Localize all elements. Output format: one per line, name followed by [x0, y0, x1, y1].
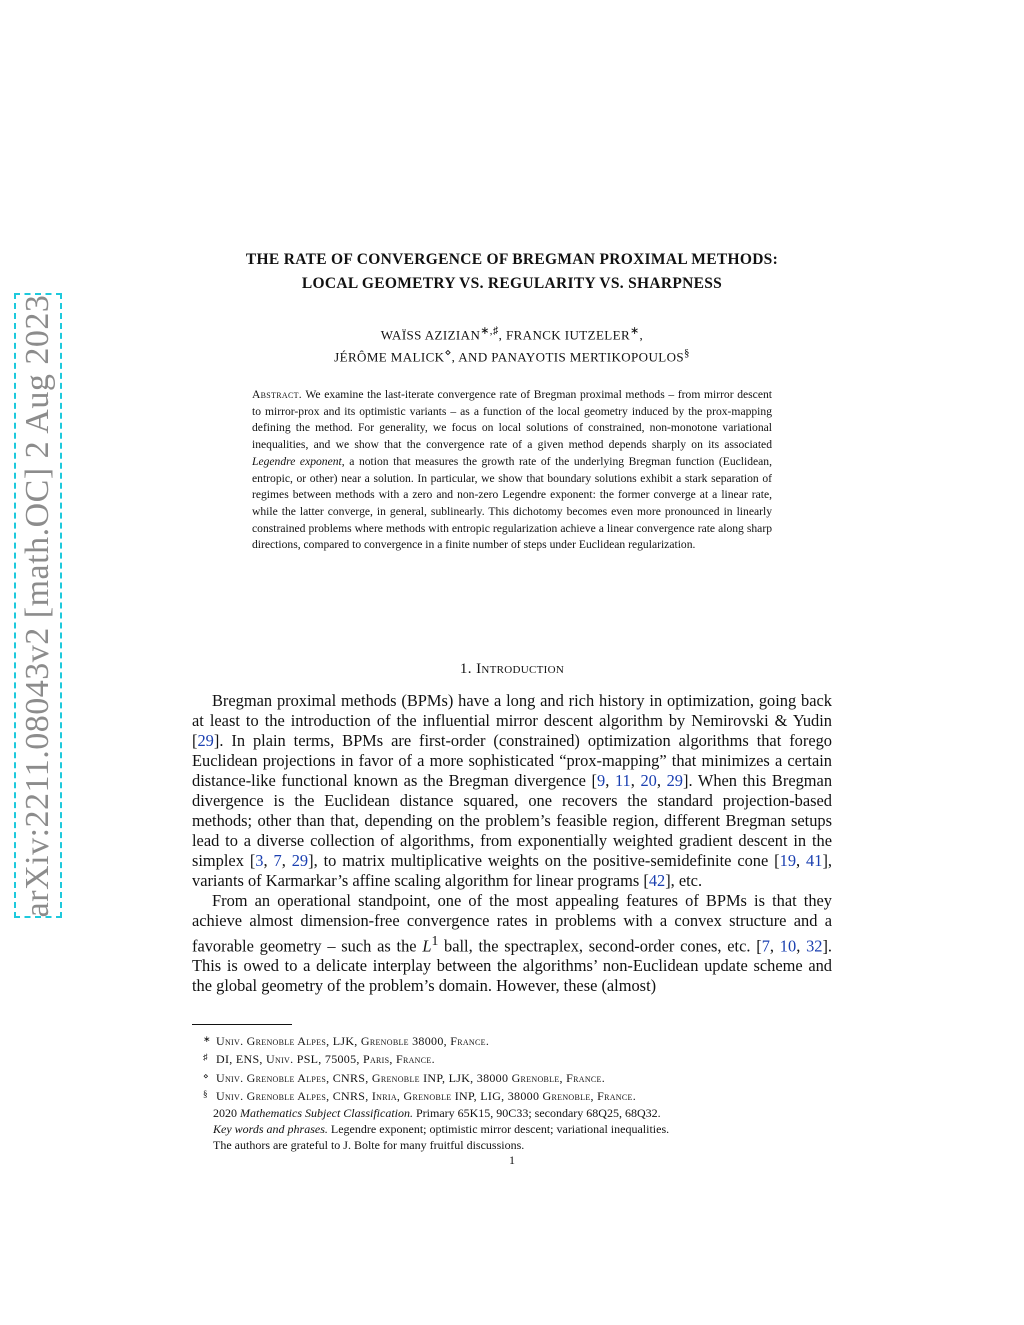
author-affiliation-marks: ∗ — [630, 325, 640, 337]
author-list — [150, 322, 874, 367]
abstract-text: We examine the last-iterate convergence rate of Bregman proximal methods – from mirror descent to mirror-prox and its optimistic variants – as a function of the local geometry induced by the prox-mapping defining the method. For generality, we focus on local solutions of constrained, non-monotone variational inequalities, and we show that the convergence rate of a given method depends sharply on its associated — [252, 388, 772, 452]
math-superscript: 1 — [431, 933, 439, 948]
citation-link[interactable]: 32 — [806, 936, 823, 956]
footnote-affiliation — [203, 1031, 833, 1049]
keywords-label: Key words and phrases. — [213, 1122, 328, 1137]
author-affiliation-marks: ∗,♯ — [480, 325, 499, 337]
footnote-affiliation — [203, 1049, 833, 1067]
author-affiliation-marks: ⋄ — [444, 347, 452, 360]
title-line-1: THE RATE OF CONVERGENCE OF BREGMAN PROXIMAL METHODS: — [245, 251, 779, 268]
citation-link[interactable]: 42 — [648, 871, 666, 890]
text-run: ], to matrix multiplicative weights on the positive-semidefinite cone [ — [308, 851, 780, 870]
text-run: ], etc. — [665, 871, 703, 890]
abstract-emphasis: Legendre exponent — [252, 454, 342, 468]
text-run: ball, the spectraplex, second-order cones, etc. [ — [438, 936, 762, 956]
msc-codes: Primary 65K15, 90C33; secondary 68Q25, 68Q32. — [415, 1105, 661, 1120]
author-name: JÉRÔME MALICK — [334, 349, 445, 365]
arxiv-id[interactable]: arXiv:2211.08043v2 [math.OC] 2 Aug 2023 — [19, 294, 56, 917]
citation-link[interactable]: 19 — [779, 851, 797, 870]
footnote-mark: ♯ — [203, 1052, 208, 1063]
footnote-affiliation — [203, 1068, 833, 1086]
author-separator: , — [639, 327, 644, 343]
citation-link[interactable]: 20 — [640, 771, 657, 790]
authors-line-1 — [150, 322, 874, 344]
acknowledgement: The authors are grateful to J. Bolte for many fruitful discussions. — [213, 1138, 525, 1153]
keywords-text: Legendre exponent; optimistic mirror descent; variational inequalities. — [330, 1122, 670, 1137]
footnote-mark: ∗ — [203, 1034, 211, 1044]
footnote-affiliation — [203, 1086, 833, 1104]
footnote-text: DI, ENS, Univ. PSL, 75005, Paris, France. — [216, 1052, 435, 1067]
footnote-divider — [192, 1024, 292, 1025]
footnote-text: Univ. Grenoble Alpes, CNRS, Inria, Grenoble INP, LIG, 38000 Grenoble, France. — [216, 1089, 637, 1104]
citation-link[interactable]: 7 — [273, 851, 282, 870]
section-number: 1. — [459, 661, 472, 677]
citation-link[interactable]: 10 — [779, 936, 797, 956]
abstract-text: , a notion that measures the growth rate of the underlying Bregman function (Euclidean, entropic, or other) near a solution. In particular, we show that boundary solutions exhibit a stark separation of regimes between methods with a zero and non-zero Legendre exponent: the former converge at a linear rate, while the latter converge, in general, sublinearly. This dichotomy becomes even more pronounced in linearly constrained problems where methods with entropic regularization achieve a linear convergence rate along sharp directions, compared to convergence in a finite number of steps under Euclidean regularization. — [252, 454, 772, 552]
citation-link[interactable]: 3 — [255, 851, 264, 870]
text-run: Bregman proximal methods (BPMs) have a long and rich history in optimization, going back at least to the introduction of the influential mirror descent algorithm by Nemirovski & Yudin [ — [192, 691, 832, 750]
text-run: From an operational standpoint, one of the most appealing features of BPMs is that they achieve almost dimension-free convergence rates in problems with a convex structure and a favorable geometry – such as the — [192, 891, 832, 956]
footnote-text: Univ. Grenoble Alpes, LJK, Grenoble 38000, France. — [216, 1034, 490, 1048]
citation-link[interactable]: 29 — [291, 851, 309, 870]
section-title: Introduction — [476, 661, 565, 677]
citation-link[interactable]: 11 — [614, 771, 631, 790]
msc-classification — [213, 1105, 833, 1121]
keywords — [213, 1121, 833, 1137]
paragraph: From an operational standpoint, one of the most appealing features of BPMs is that they achieve almost dimension-free convergence rates in problems with a convex structure and a favorable geometry – such as the $L^1$ ball, the spectraplex, second-order cones, etc. [7, 10, 32]. This is owed to a delicate interplay between the algorithms’ non-Euclidean update scheme and the global geometry of the problem’s domain. However, these (almost) — [192, 891, 833, 996]
author-name: , AND PANAYOTIS MERTIKOPOULOS — [451, 349, 684, 365]
citation-link[interactable]: 7 — [761, 936, 770, 956]
arxiv-stamp[interactable] — [14, 293, 62, 918]
msc-year: 2020 — [213, 1105, 237, 1120]
author-affiliation-marks: § — [684, 347, 690, 360]
authors-line-2 — [150, 344, 874, 366]
math-symbol: L — [422, 936, 432, 956]
msc-label: Mathematics Subject Classification. — [240, 1105, 413, 1120]
citation-link[interactable]: 29 — [197, 731, 214, 750]
text-run: ]. In plain terms, BPMs are first-order (constrained) optimization algorithms that forego Euclidean projections in favor of a more sophisticated “prox-mapping” that minimizes a certain distance-like functional known as the Bregman divergence [ — [192, 731, 832, 790]
body-text — [192, 691, 832, 996]
citation-link[interactable]: 41 — [806, 851, 823, 870]
text-run: ]. This is owed to a delicate interplay between the algorithms’ non-Euclidean update scheme and the global geometry of the problem’s domain. However, these (almost) — [192, 936, 833, 996]
title-line-2: LOCAL GEOMETRY VS. REGULARITY VS. SHARPNESS — [301, 275, 723, 292]
text-run: ], variants of Karmarkar’s affine scaling algorithm for linear programs [ — [192, 851, 832, 890]
footnote-mark: ⋄ — [203, 1070, 209, 1081]
citation-link[interactable]: 9 — [597, 771, 606, 790]
abstract — [252, 387, 772, 554]
author-name: , FRANCK IUTZELER — [498, 327, 631, 343]
footnote-text: Univ. Grenoble Alpes, CNRS, Grenoble INP, LJK, 38000 Grenoble, France. — [216, 1070, 606, 1085]
section-heading — [150, 661, 874, 678]
footnote-mark: § — [203, 1089, 208, 1100]
page-number: 1 — [509, 1153, 515, 1167]
paragraph: Bregman proximal methods (BPMs) have a long and rich history in optimization, going back at least to the introduction of the influential mirror descent algorithm by Nemirovski & Yudin [29]. In plain terms, BPMs are first-order (constrained) optimization algorithms that forego Euclidean projections in favor of a more sophisticated “prox-mapping” that minimizes a certain distance-like functional known as the Bregman divergence [9, 11, 20, 29]. When this Bregman divergence is the Euclidean distance squared, one recovers the standard projection-based methods; other than that, depending on the problem’s feasible region, different Bregman setups lead to a diverse collection of algorithms, from exponentially weighted gradient descent in the simplex [3, 7, 29], to matrix multiplicative weights on the positive-semidefinite cone [19, 41], variants of Karmarkar’s affine scaling algorithm for linear programs [42], etc. — [192, 691, 833, 890]
text-run: ]. When this Bregman divergence is the Euclidean distance squared, one recovers the standard projection-based methods; other than that, depending on the problem’s feasible region, different Bregman setups lead to a diverse collection of algorithms, from exponentially weighted gradient descent in the simplex [ — [192, 771, 833, 870]
citation-link[interactable]: 29 — [666, 771, 683, 790]
footnotes — [203, 1031, 833, 1154]
paper-title — [150, 248, 874, 296]
author-name: WAÏSS AZIZIAN — [380, 327, 481, 343]
abstract-label: Abstract. — [252, 388, 302, 401]
